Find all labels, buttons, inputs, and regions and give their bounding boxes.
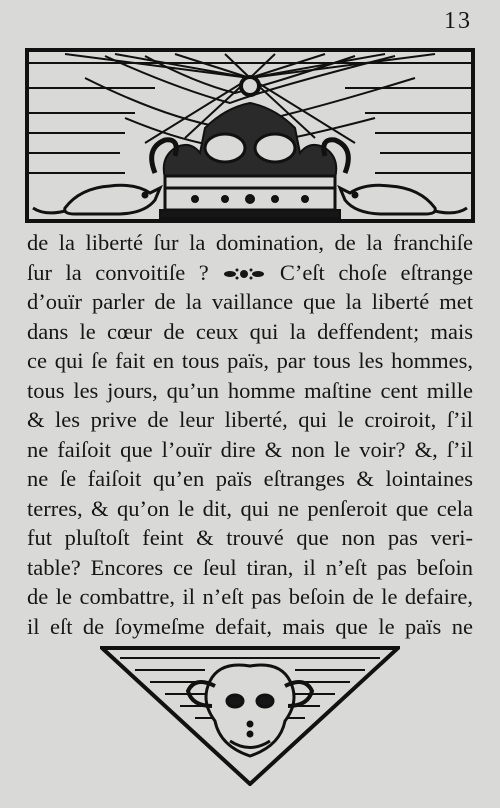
- woodcut-crown-illustration: [25, 48, 475, 223]
- text-line: d’ouïr parler de la vaillance que la liberté met: [27, 289, 473, 314]
- fleuron-ornament-icon: [222, 267, 266, 281]
- text-line: tous les jours, qu’un homme maſtine cent mille: [27, 377, 473, 403]
- body-text: [27, 228, 473, 641]
- text-line: ce qui ſe fait en tous païs, par tous les hommes,: [27, 348, 473, 373]
- text-line: fut pluſtoſt feint & trouvé que non pas veri-: [27, 525, 473, 550]
- text-line: & les prive de leur liberté, qui le croiroit, ſ’il: [27, 407, 473, 432]
- woodcut-mask-triangle: [100, 646, 400, 786]
- text-line: ne faiſoit que l’ouïr dire & non le voir? &, ſ’il: [27, 436, 473, 462]
- text-line: il eſt de ſoymeſme defait, mais que le païs ne: [27, 613, 473, 639]
- page-number: 13: [444, 8, 472, 34]
- text-line: dans le cœur de ceux qui la deffendent; mais: [27, 318, 473, 344]
- text-line: terres, & qu’on le dit, qui ne penſeroit que cela: [27, 495, 473, 521]
- text-line: table? Encores ce ſeul tiran, il n’eſt pas beſoin: [27, 554, 473, 580]
- text-line: ſur la convoitiſe ? C’eſt choſe eſtrange: [27, 259, 474, 285]
- text-line: de le combattre, il n’eſt pas beſoin de le defaire,: [27, 584, 473, 609]
- text-line: de la liberté ſur la domination, de la franchiſe: [27, 230, 473, 255]
- text-line: ne ſe faiſoit qu’en païs eſtranges & lointaines: [27, 466, 473, 491]
